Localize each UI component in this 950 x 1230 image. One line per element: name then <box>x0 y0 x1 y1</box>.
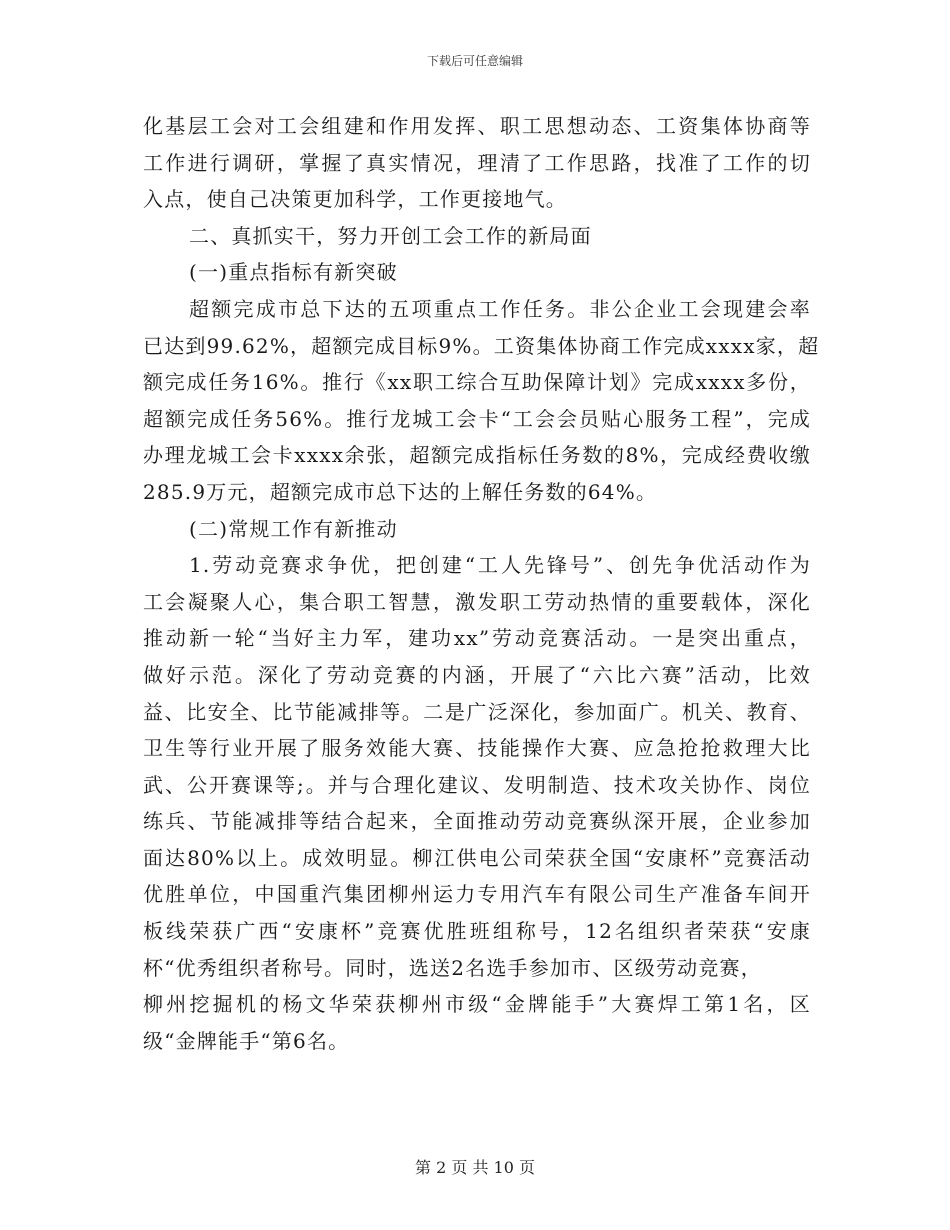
body-line: 益、比安全、比节能减排等。二是广泛深化，参加面广。机关、教育、 <box>143 699 811 724</box>
body-line: 面达80%以上。成效明显。柳江供电公司荣获全国“安康杯”竞赛活动 <box>143 845 811 870</box>
body-line: 做好示范。深化了劳动竞赛的内涵，开展了“六比六赛”活动，比效 <box>143 662 811 687</box>
body-line: 已达到99.62%，超额完成目标9%。工资集体协商工作完成xxxx家，超 <box>143 333 820 358</box>
body-line: 工会凝聚人心，集合职工智慧，激发职工劳动热情的重要载体，深化 <box>143 589 811 614</box>
body-line: 入点，使自己决策更加科学，工作更接地气。 <box>143 187 567 212</box>
page-number: 第 2 页 共 10 页 <box>415 1158 535 1177</box>
body-line: 卫生等行业开展了服务效能大赛、技能操作大赛、应急抢抢救理大比 <box>143 736 811 761</box>
body-line: 额完成任务16%。推行《xx职工综合互助保障计划》完成xxxx多份， <box>143 370 811 395</box>
body-line: 柳州挖掘机的杨文华荣获柳州市级“金牌能手”大赛焊工第1名，区 <box>143 992 811 1017</box>
subsection-heading: (一)重点指标有新突破 <box>189 260 398 285</box>
body-line: 超额完成任务56%。推行龙城工会卡“工会会员贴心服务工程”，完成 <box>143 406 811 431</box>
body-line: 超额完成市总下达的五项重点工作任务。非公企业工会现建会率 <box>189 296 811 321</box>
body-line: 练兵、节能减排等结合起来，全面推动劳动竞赛纵深开展，企业参加 <box>143 809 811 834</box>
subsection-heading: (二)常规工作有新推动 <box>189 516 398 541</box>
body-line: 285.9万元，超额完成市总下达的上解任务数的64%。 <box>143 479 658 504</box>
document-body <box>143 108 820 1059</box>
body-line: 化基层工会对工会组建和作用发挥、职工思想动态、工资集体协商等 <box>143 114 811 138</box>
body-line: 推动新一轮“当好主力军，建功xx”劳动竞赛活动。一是突出重点， <box>143 626 811 651</box>
body-line: 级“金牌能手“第6名。 <box>143 1028 350 1053</box>
page-header: 下载后可任意编辑 <box>426 54 523 68</box>
body-line: 杯“优秀组织者称号。同时，选送2名选手参加市、区级劳动竞赛， <box>143 955 762 980</box>
body-line: 武、公开赛课等;。并与合理化建议、发明制造、技术攻关协作、岗位 <box>143 772 811 797</box>
body-line: 板线荣获广西“安康杯”竞赛优胜班组称号，12名组织者荣获“安康 <box>143 919 811 944</box>
body-line: 1.劳动竞赛求争优，把创建“工人先锋号”、创先争优活动作为 <box>189 553 811 578</box>
body-line: 办理龙城工会卡xxxx余张，超额完成指标任务数的8%，完成经费收缴 <box>143 443 811 468</box>
body-line: 工作进行调研，掌握了真实情况，理清了工作思路，找准了工作的切 <box>143 150 811 175</box>
body-line: 优胜单位，中国重汽集团柳州运力专用汽车有限公司生产准备车间开 <box>143 882 811 907</box>
section-heading: 二、真抓实干，努力开创工会工作的新局面 <box>189 223 592 248</box>
